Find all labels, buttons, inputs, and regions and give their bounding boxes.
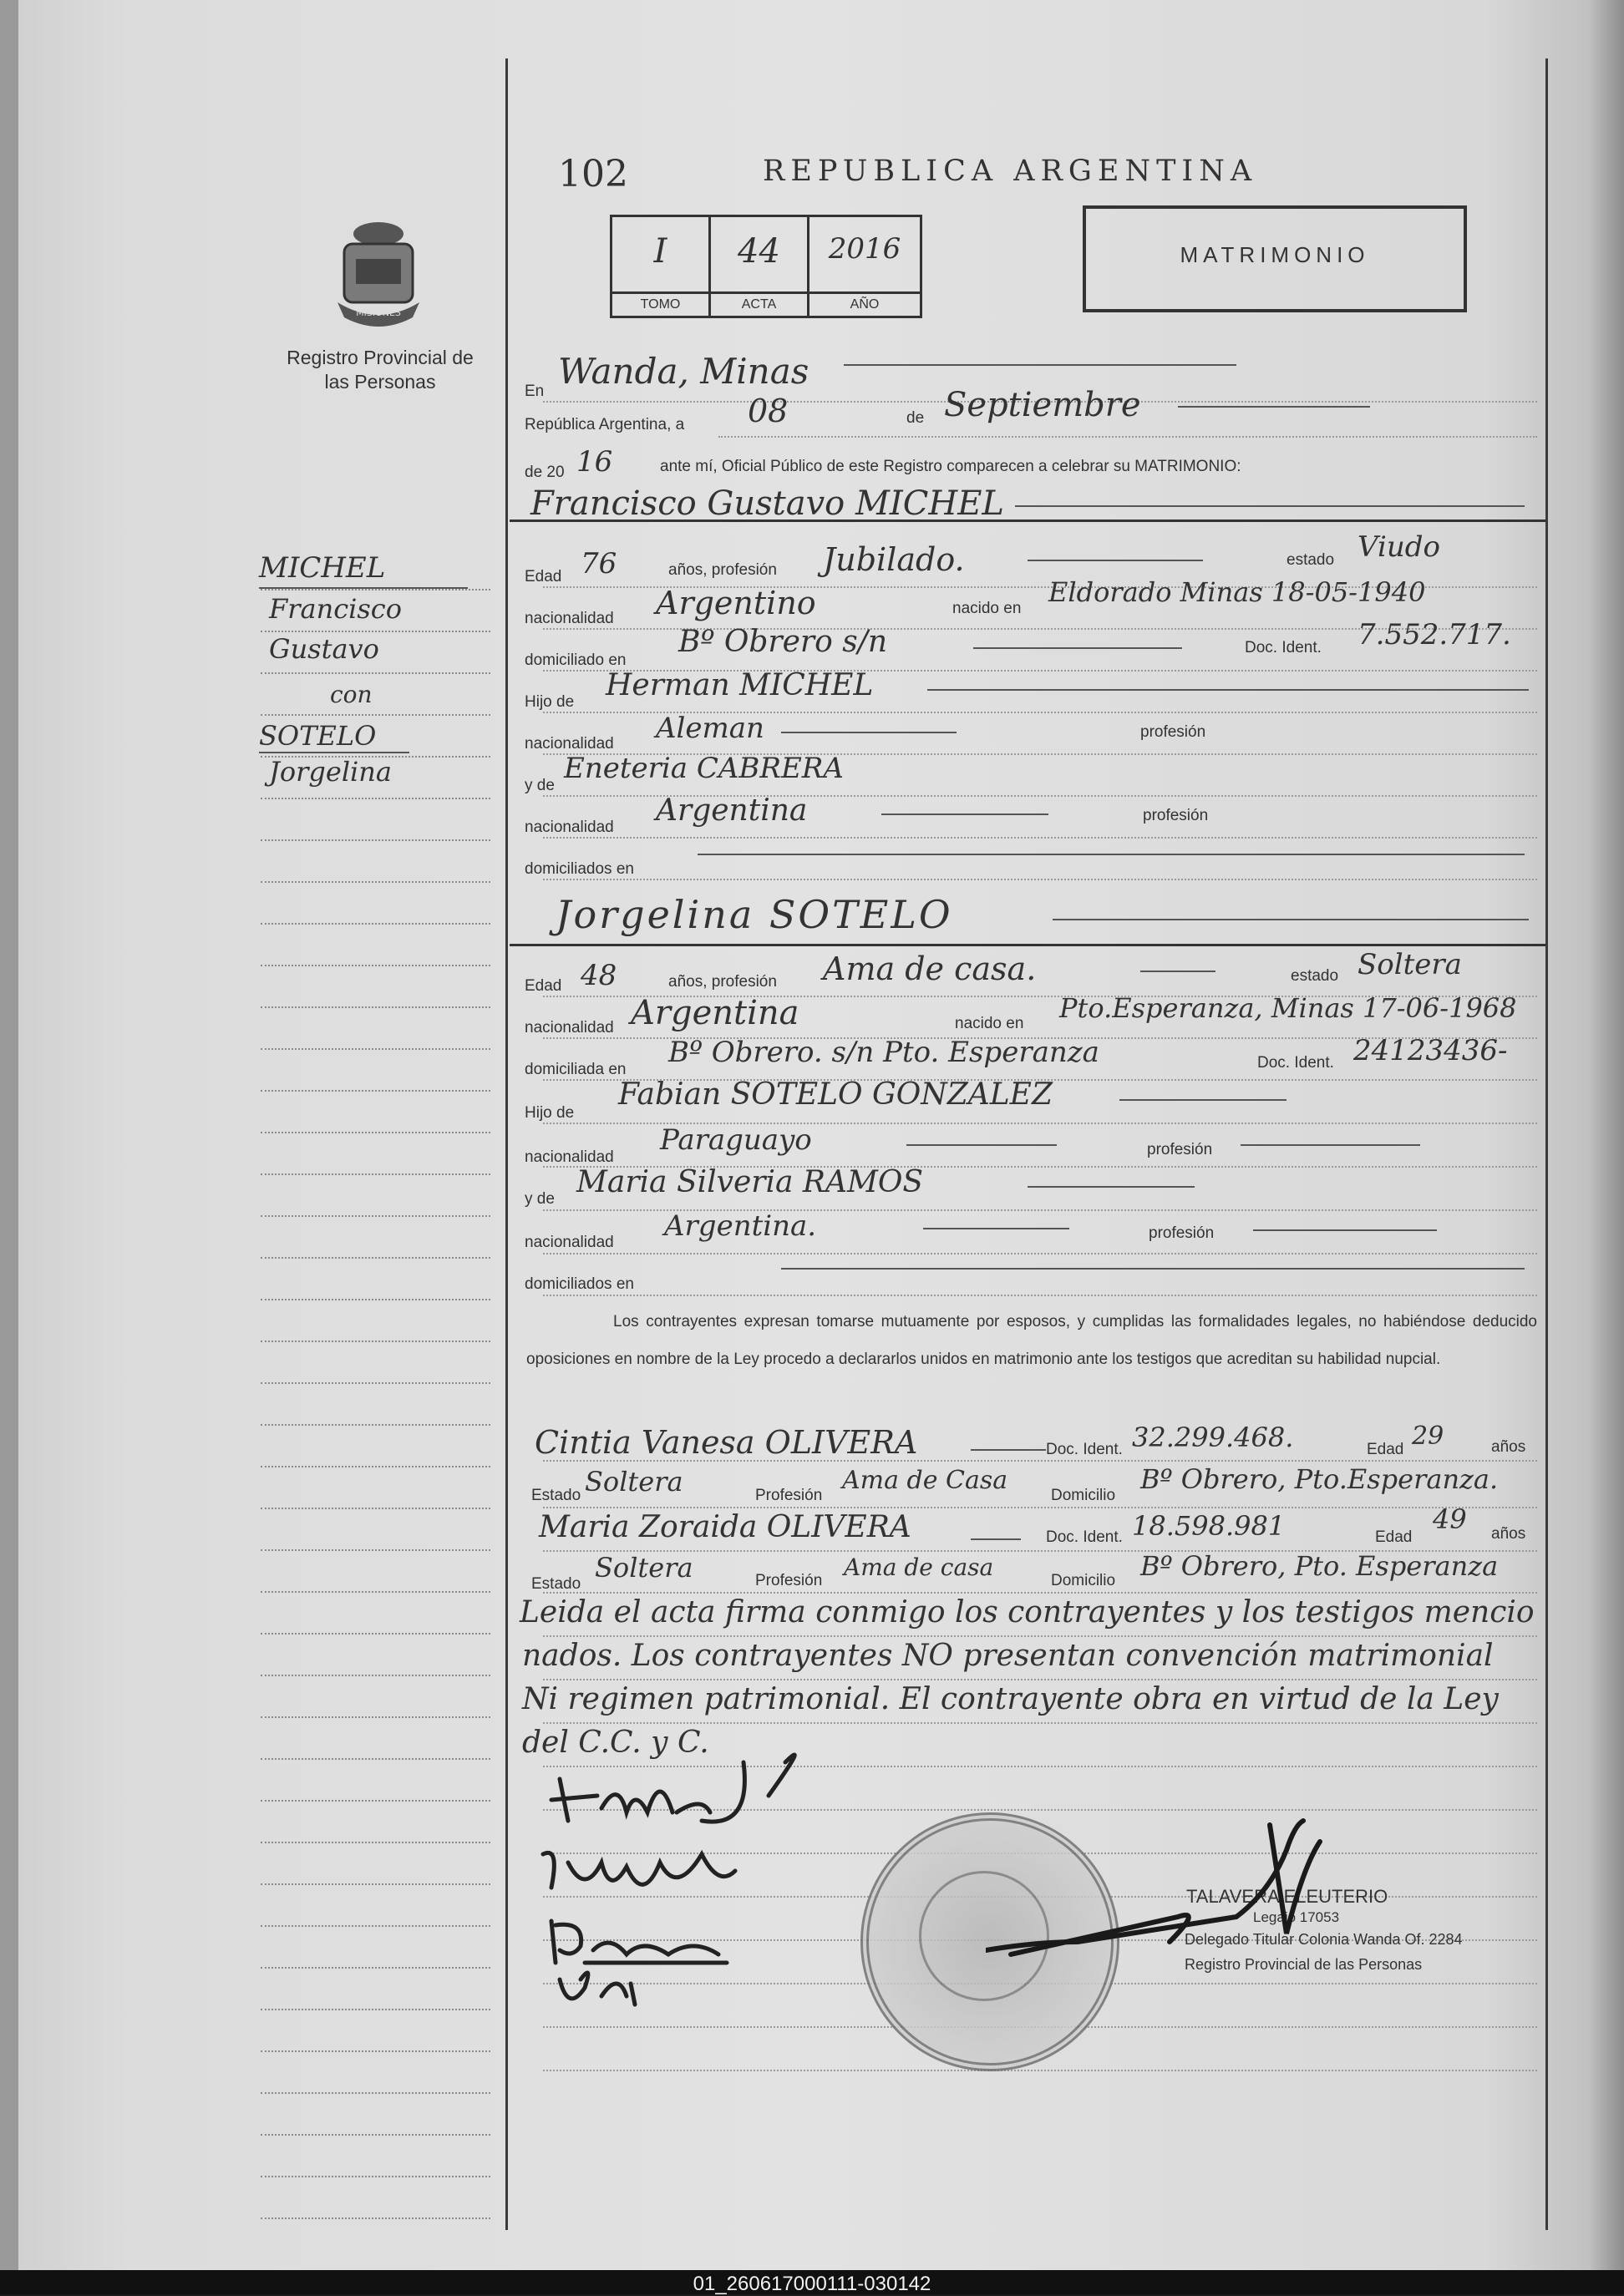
bride-profesion: Ama de casa.: [823, 950, 1037, 987]
domicilio-label: Domicilio: [1051, 1572, 1116, 1589]
witness1-doc: 32.299.468.: [1132, 1422, 1294, 1453]
y-de-label: y de: [525, 1190, 555, 1208]
nacido-label: nacido en: [952, 600, 1022, 617]
fill-line: [927, 689, 1529, 691]
index-underline: [259, 587, 468, 589]
year-suffix: 16: [576, 445, 613, 479]
witness1-domicilio: Bº Obrero, Pto.Esperanza.: [1140, 1463, 1499, 1495]
fill-line: [698, 854, 1525, 855]
fill-line: [781, 732, 957, 733]
acta-cell: [711, 217, 809, 316]
signature-groom: [551, 1755, 794, 1822]
nacido-label: nacido en: [955, 1015, 1024, 1032]
doc-label: Doc. Ident.: [1046, 1528, 1123, 1546]
bride-madre: Maria Silveria RAMOS: [576, 1165, 924, 1199]
groom-domicilio: Bº Obrero s/n: [678, 625, 888, 659]
tomo-cell: [612, 217, 711, 316]
file-id: 01_260617000111-030142: [693, 2273, 931, 2295]
witness2-edad: 49: [1433, 1503, 1467, 1535]
fill-line: [971, 1538, 1021, 1540]
place-value: Wanda, Minas: [558, 351, 809, 392]
index-connector: con: [330, 681, 373, 708]
bride-padre-nac: Paraguayo: [660, 1123, 812, 1157]
profesion-label: profesión: [1149, 1224, 1215, 1242]
estado-label: estado: [1291, 967, 1339, 985]
bride-domicilio: Bº Obrero. s/n Pto. Esperanza: [668, 1036, 1099, 1069]
groom-madre: Eneteria CABRERA: [564, 752, 844, 785]
groom-padre: Herman MICHEL: [606, 668, 874, 702]
note-line-1: Leida el acta firma conmigo los contrayentes y los testigos mencio: [520, 1595, 1535, 1630]
groom-madre-nac: Argentina: [656, 793, 808, 828]
groom-profesion: Jubilado.: [823, 541, 965, 578]
estado-label: Estado: [531, 1487, 581, 1504]
fill-line: [1028, 560, 1203, 561]
edad-label: Edad: [525, 568, 562, 585]
bride-separator: [510, 944, 1545, 946]
officer-signature: [986, 1817, 1370, 1975]
anos-label: años: [1491, 1525, 1526, 1543]
profesion-label: profesión: [1143, 807, 1209, 824]
fill-line: [973, 647, 1182, 649]
dotted-line: [543, 1635, 1537, 1637]
country-title: REPUBLICA ARGENTINA: [763, 155, 1258, 188]
profesion-label: Profesión: [755, 1487, 823, 1504]
folio-number: 102: [558, 153, 628, 195]
witness2-domicilio: Bº Obrero, Pto. Esperanza: [1140, 1550, 1499, 1582]
index-middlename: Gustavo: [269, 633, 379, 665]
dotted-line: [543, 2070, 1537, 2071]
bride-estado: Soltera: [1358, 948, 1462, 981]
dotted-line: [543, 1295, 1537, 1296]
anos-label: años: [1491, 1438, 1526, 1456]
bride-padre: Fabian SOTELO GONZALEZ: [618, 1077, 1053, 1112]
month-value: Septiembre: [944, 386, 1141, 424]
nacionalidad-label: nacionalidad: [525, 735, 614, 753]
index-firstname-2: Jorgelina: [269, 756, 392, 788]
fill-line: [1178, 406, 1370, 408]
intro-statement: ante mí, Oficial Público de este Registro comparecen a celebrar su MATRIMONIO:: [660, 458, 1241, 475]
signatures-drawing: [535, 1729, 886, 2013]
signature-witness-1: [551, 1921, 727, 1963]
witness1-estado: Soltera: [585, 1466, 683, 1498]
witness2-name: Maria Zoraida OLIVERA: [539, 1510, 911, 1544]
note-line-4: del C.C. y C.: [522, 1726, 709, 1760]
republica-label: República Argentina, a: [525, 416, 685, 433]
edad-label: Edad: [1367, 1441, 1404, 1458]
estado-label: estado: [1287, 551, 1335, 569]
profesion-label: profesión: [1140, 723, 1206, 741]
anio-value: 2016: [828, 232, 901, 266]
nacionalidad-label: nacionalidad: [525, 1148, 614, 1166]
groom-doc: 7.552.717.: [1358, 618, 1511, 651]
dotted-line: [543, 837, 1537, 839]
bride-doc: 24123436-: [1353, 1034, 1508, 1067]
domicilio-label: Domicilio: [1051, 1487, 1116, 1504]
page-stack-edge: [1591, 0, 1624, 2270]
act-type-box: [1083, 205, 1467, 312]
fill-line: [1253, 1229, 1437, 1231]
fill-line: [1119, 1099, 1287, 1101]
doc-label: Doc. Ident.: [1245, 639, 1322, 656]
witness1-profesion: Ama de Casa: [842, 1466, 1008, 1495]
acta-value: 44: [738, 232, 780, 271]
profesion-label: Profesión: [755, 1572, 823, 1589]
dotted-line: [543, 1592, 1537, 1594]
domiciliados-label: domiciliados en: [525, 1275, 634, 1293]
doc-label: Doc. Ident.: [1257, 1054, 1334, 1072]
de-label: de: [906, 409, 925, 427]
fill-line: [781, 1268, 1525, 1270]
fill-line: [1140, 971, 1215, 972]
officer-office: Registro Provincial de las Personas: [1185, 1956, 1423, 1973]
hijo-label: Hijo de: [525, 1104, 575, 1122]
declaration-text: Los contrayentes expresan tomarse mutuamente por esposos, y cumplidas las formalidades legales, no habiéndose deducido oposiciones en nombre de la Ley procedo a declararlos unidos en matrimonio ante los testigos que acreditan su habilidad nupcial.: [526, 1313, 1537, 1368]
signature-bride: [543, 1853, 735, 1888]
index-surname: MICHEL: [259, 551, 386, 585]
registry-label: Registro Provincial de las Personas: [287, 347, 474, 393]
fill-line: [1053, 919, 1529, 920]
nacionalidad-label: nacionalidad: [525, 819, 614, 836]
dotted-line: [543, 1722, 1537, 1724]
note-line-2: nados. Los contrayentes NO presentan convención matrimonial: [522, 1639, 1494, 1673]
profesion-label: años, profesión: [668, 561, 777, 579]
bride-nacionalidad: Argentina: [631, 994, 799, 1032]
fill-line: [906, 1144, 1057, 1146]
right-rule: [1545, 58, 1548, 2230]
index-surname-2: SOTELO: [259, 720, 377, 752]
fill-line: [1015, 505, 1525, 507]
nacionalidad-label: nacionalidad: [525, 610, 614, 627]
witness2-estado: Soltera: [595, 1552, 693, 1584]
estado-label: Estado: [531, 1575, 581, 1593]
witness2-profesion: Ama de casa: [844, 1553, 994, 1581]
witness1-edad: 29: [1412, 1422, 1444, 1451]
tomo-value: I: [653, 232, 667, 271]
en-label: En: [525, 383, 545, 400]
dotted-line: [543, 1253, 1537, 1254]
y-de-label: y de: [525, 777, 555, 794]
fill-line: [1028, 1186, 1195, 1188]
doc-label: Doc. Ident.: [1046, 1441, 1123, 1458]
edad-label: Edad: [525, 977, 562, 995]
fill-line: [844, 364, 1236, 366]
signature-witness-2: [560, 1973, 635, 2005]
dotted-line: [543, 1679, 1537, 1680]
svg-text:MISIONES: MISIONES: [356, 307, 401, 318]
groom-name: Francisco Gustavo MICHEL: [530, 484, 1004, 523]
profesion-label: años, profesión: [668, 973, 777, 991]
edad-label: Edad: [1375, 1528, 1413, 1546]
witness1-name: Cintia Vanesa OLIVERA: [535, 1424, 918, 1461]
groom-edad: 76: [581, 547, 617, 580]
witness2-doc: 18.598.981: [1132, 1510, 1286, 1542]
groom-estado: Viudo: [1358, 530, 1440, 564]
fill-line: [971, 1449, 1046, 1451]
groom-nacido: Eldorado Minas 18-05-1940: [1048, 576, 1426, 608]
groom-separator: [510, 520, 1545, 522]
year-prefix: de 20: [525, 464, 565, 481]
dotted-line: [543, 879, 1537, 880]
acta-label: ACTA: [711, 291, 807, 316]
groom-nacionalidad: Argentino: [656, 585, 816, 621]
bride-edad: 48: [581, 959, 617, 992]
margin-rule: [505, 58, 508, 2230]
dotted-line: [718, 436, 1537, 438]
profesion-label: profesión: [1147, 1141, 1213, 1158]
domiciliados-label: domiciliados en: [525, 860, 634, 878]
misiones-emblem-icon: [329, 219, 428, 327]
fill-line: [1241, 1144, 1420, 1146]
fill-line: [881, 813, 1048, 815]
bride-name: Jorgelina SOTELO: [556, 892, 953, 937]
record-id-table: [610, 215, 922, 318]
book-binding-edge: [0, 0, 18, 2270]
nacionalidad-label: nacionalidad: [525, 1019, 614, 1036]
bride-nacido: Pto.Esperanza, Minas 17-06-1968: [1059, 992, 1517, 1024]
note-line-3: Ni regimen patrimonial. El contrayente obra en virtud de la Ley: [522, 1682, 1499, 1716]
day-value: 08: [748, 393, 789, 429]
tomo-label: TOMO: [612, 291, 708, 316]
index-underline-2: [259, 752, 409, 753]
dotted-line: [543, 1507, 1537, 1508]
hijo-label: Hijo de: [525, 693, 575, 711]
bride-madre-nac: Argentina.: [664, 1209, 817, 1243]
dotted-line: [543, 1460, 1537, 1462]
officer-title: Delegado Titular Colonia Wanda Of. 2284: [1185, 1931, 1463, 1948]
fill-line: [923, 1228, 1069, 1229]
anio-cell: [809, 217, 920, 316]
officer-name: TALAVERA ELEUTERIO: [1186, 1886, 1388, 1907]
officer-legajo: Legajo 17053: [1253, 1909, 1340, 1925]
anio-label: AÑO: [809, 291, 920, 316]
domiciliada-label: domiciliada en: [525, 1061, 627, 1078]
index-firstname: Francisco: [269, 593, 402, 625]
nacionalidad-label: nacionalidad: [525, 1234, 614, 1251]
act-type: MATRIMONIO: [1180, 242, 1370, 267]
domiciliado-label: domiciliado en: [525, 651, 627, 669]
groom-padre-nac: Aleman: [656, 712, 764, 745]
